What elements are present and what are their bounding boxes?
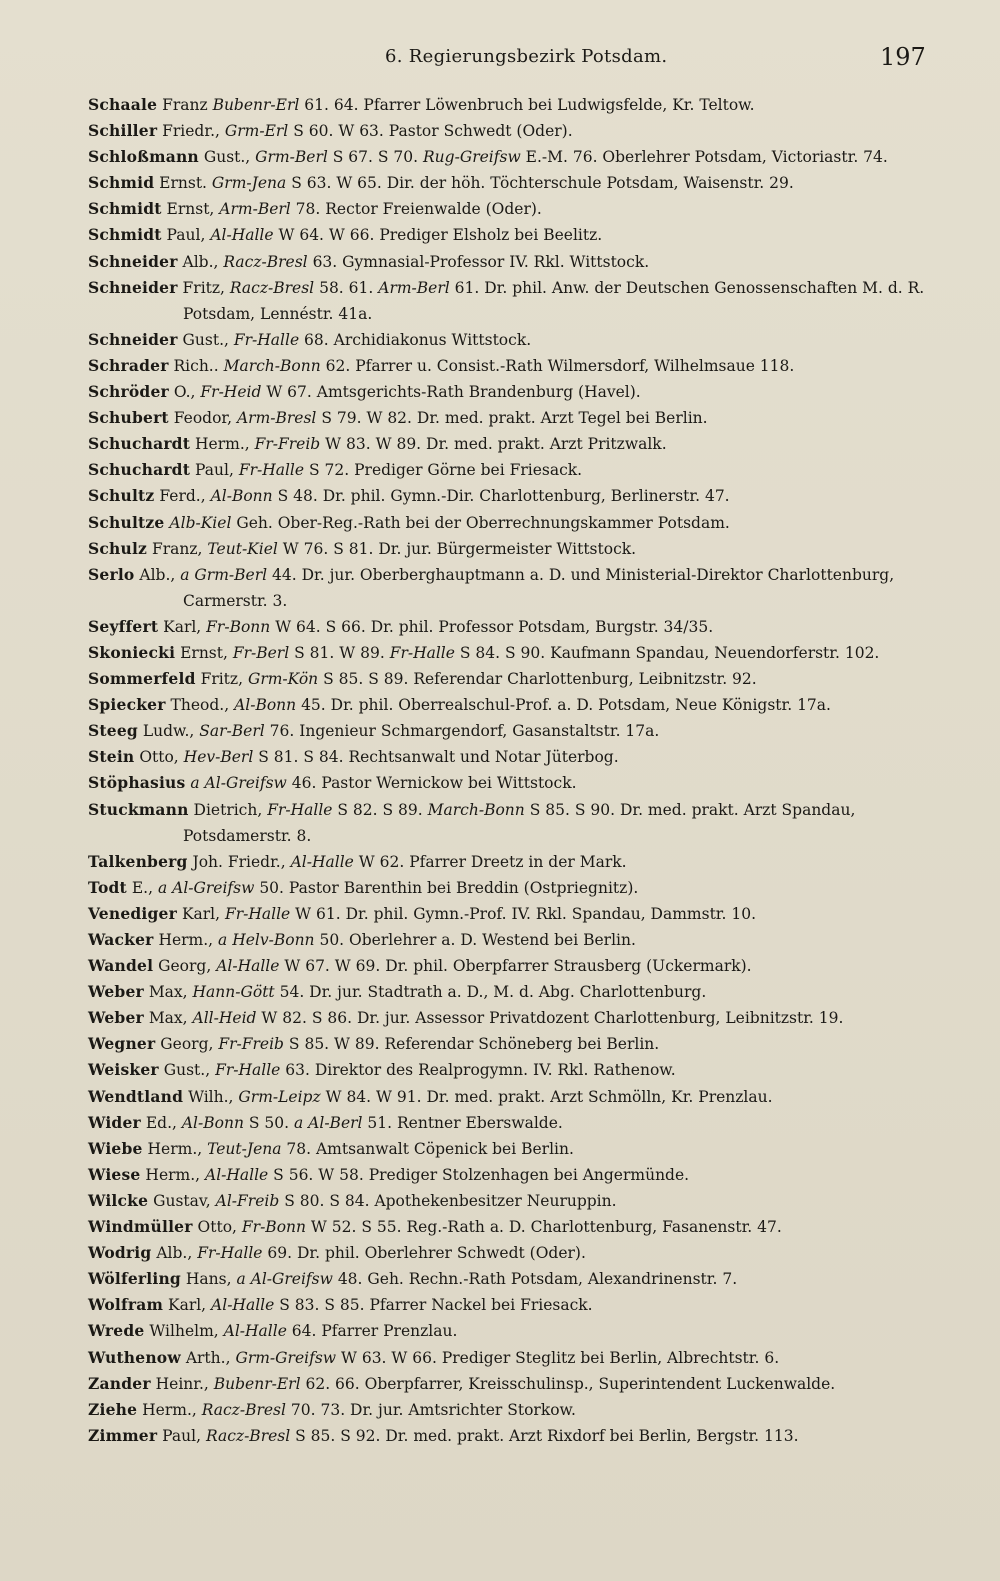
entry-text: Rich.. [173, 356, 224, 375]
entry-text: W 61. Dr. phil. Gymn.-Prof. IV. Rkl. Spandau, Dammstr. 10. [290, 904, 757, 923]
entry-name: Skoniecki [88, 642, 176, 662]
entry-affiliation: Teut-Kiel [207, 539, 278, 558]
entry-text: W 63. W 66. Prediger Steglitz bei Berlin, Albrechtstr. 6. [336, 1348, 780, 1367]
entry-text: Herm., [142, 1400, 202, 1419]
entry-name: Schiller [88, 121, 158, 141]
entry-affiliation: Hev-Berl [183, 748, 254, 767]
entry-text: S 60. W 63. Pastor Schwedt (Oder). [288, 122, 573, 141]
list-item [88, 744, 938, 770]
entry-text: W 62. Pfarrer Dreetz in der Mark. [353, 852, 627, 871]
entry-name: Schmid [88, 173, 155, 193]
entry-text: S 63. W 65. Dir. der höh. Töchterschule Potsdam, Waisenstr. 29. [286, 174, 794, 193]
entry-name: Todt [88, 877, 127, 897]
entry-text: 45. Dr. phil. Oberrealschul-Prof. a. D. Potsdam, Neue Königstr. 17a. [296, 696, 831, 715]
list-item [88, 536, 938, 562]
entry-affiliation: Grm-Greifsw [235, 1348, 337, 1367]
entry-affiliation: Grm-Leipz [238, 1087, 321, 1106]
list-item [88, 692, 938, 718]
entry-name: Schneider [88, 277, 178, 297]
entry-affiliation: Racz-Bresl [223, 252, 308, 271]
entry-name: Wiebe [88, 1138, 143, 1158]
entry-name: Schneider [88, 329, 178, 349]
entry-text: Ernst. [159, 174, 212, 193]
entry-name: Schrader [88, 355, 169, 375]
entry-name: Wilcke [88, 1190, 149, 1210]
list-item [88, 144, 938, 170]
entry-text: Karl, [181, 904, 225, 923]
entry-text: Georg, [158, 957, 217, 976]
list-item [88, 222, 938, 248]
list-item [88, 1397, 938, 1423]
entry-text: E.-M. 76. Oberlehrer Potsdam, Victoriastr. 74. [520, 148, 888, 167]
entry-affiliation: Alb-Kiel [169, 513, 232, 532]
list-item [88, 327, 938, 353]
entry-affiliation: Fr-Freib [218, 1035, 284, 1054]
entry-text: Wilh., [188, 1087, 239, 1106]
entry-name: Weber [88, 1008, 144, 1028]
entry-name: Sommerfeld [88, 669, 196, 689]
entry-text: Georg, [160, 1035, 219, 1054]
entry-text: 68. Archidiakonus Wittstock. [299, 330, 532, 349]
entry-text: 61. Dr. phil. Anw. der Deutschen Genossenschaften M. d. R. Potsdam, Lennéstr. 41a. [183, 278, 925, 323]
entry-text: S 83. S 85. Pfarrer Nackel bei Friesack. [274, 1296, 593, 1315]
entry-text: Alb., [182, 252, 224, 271]
entry-text: W 84. W 91. Dr. med. prakt. Arzt Schmölln, Kr. Prenzlau. [320, 1087, 773, 1106]
entry-text: 50. Oberlehrer a. D. Westend bei Berlin. [314, 931, 636, 949]
entry-affiliation: Arm-Berl [378, 278, 450, 297]
entry-affiliation: Al-Halle [216, 957, 280, 976]
entry-text: 62. 66. Oberpfarrer, Kreisschulinsp., Superintendent Luckenwalde. [300, 1374, 836, 1393]
entry-name: Schuchardt [88, 460, 191, 480]
entry-text: Heinr., [155, 1374, 214, 1393]
entry-name: Spiecker [88, 695, 166, 715]
entry-text: Geh. Ober-Reg.-Rath bei der Oberrechnungskammer Potsdam. [231, 513, 730, 532]
entry-affiliation: Fr-Heid [200, 383, 262, 402]
entry-affiliation: Rug-Greifsw [423, 148, 521, 167]
entry-text: Herm., [195, 435, 255, 454]
entry-text: 63. Gymnasial-Professor IV. Rkl. Wittstock. [307, 252, 650, 271]
entry-text: Fritz, [200, 670, 248, 689]
entry-affiliation: Al-Bonn [210, 487, 273, 506]
entry-affiliation: Fr-Halle [238, 461, 305, 480]
entry-name: Windmüller [88, 1217, 193, 1237]
entry-affiliation: Racz-Bresl [205, 1426, 291, 1445]
page-header [0, 38, 1000, 78]
entry-text: Friedr., [162, 122, 225, 141]
entry-text: Fritz, [182, 278, 230, 297]
entry-name: Serlo [88, 564, 135, 584]
entry-text: Ernst, [180, 643, 233, 662]
entry-affiliation: Hann-Gött [192, 983, 275, 1002]
list-item [88, 1214, 938, 1240]
list-item [88, 510, 938, 536]
list-item [88, 196, 938, 222]
entry-text: S 67. S 70. [327, 148, 424, 167]
entry-text: S 72. Prediger Görne bei Friesack. [304, 461, 583, 480]
entry-affiliation: Fr-Freib [254, 435, 321, 454]
entry-text: Gust., [163, 1061, 216, 1080]
entry-text: Alb., [139, 565, 181, 584]
list-item [88, 1266, 938, 1292]
entry-affiliation: Fr-Berl [232, 643, 290, 662]
entry-text: W 67. W 69. Dr. phil. Oberpfarrer Strausberg (Uckermark). [279, 957, 752, 976]
entry-affiliation: Arm-Bresl [236, 409, 317, 428]
list-item [88, 1005, 938, 1031]
entry-name: Zimmer [88, 1425, 158, 1445]
entry-name: Schaale [88, 95, 158, 114]
entry-affiliation: a Al-Greifsw [236, 1270, 333, 1289]
list-item [88, 797, 938, 849]
entry-text: Herm., [158, 931, 219, 949]
list-item [88, 1084, 938, 1110]
entry-affiliation: Racz-Bresl [229, 278, 315, 297]
list-item [88, 483, 938, 509]
list-item [88, 1371, 938, 1397]
entry-text: 50. Pastor Barenthin bei Breddin (Ostpriegnitz). [254, 878, 639, 897]
entry-text: S 50. [243, 1113, 294, 1132]
list-item [88, 1318, 938, 1344]
entry-text: Paul, [195, 461, 239, 480]
entry-text: Max, [148, 983, 193, 1002]
entry-text: S 79. W 82. Dr. med. prakt. Arzt Tegel bei Berlin. [316, 409, 708, 428]
entry-affiliation: Grm-Jena [211, 174, 287, 193]
entry-name: Ziehe [88, 1399, 138, 1419]
list-item [88, 1136, 938, 1162]
entry-text: 69. Dr. phil. Oberlehrer Schwedt (Oder). [262, 1244, 586, 1263]
entry-text: Otto, [197, 1218, 242, 1237]
entry-affiliation: Fr-Halle [197, 1244, 263, 1263]
entry-text: 62. Pfarrer u. Consist.-Rath Wilmersdorf, Wilhelmsaue 118. [320, 356, 795, 375]
list-item [88, 249, 938, 275]
entry-name: Schuchardt [88, 434, 191, 454]
entry-name: Schmidt [88, 199, 162, 219]
entry-text: 64. Pfarrer Prenzlau. [286, 1322, 458, 1341]
list-item [88, 666, 938, 692]
entry-text: S 84. S 90. Kaufmann Spandau, Neuendorferstr. 102. [454, 643, 880, 662]
entry-text: Ludw., [142, 722, 200, 741]
list-item [88, 875, 938, 901]
entry-text: Paul, [166, 226, 211, 245]
entry-text: S 85. S 89. Referendar Charlottenburg, Leibnitzstr. 92. [318, 670, 757, 689]
entry-affiliation: All-Heid [192, 1009, 257, 1028]
entry-text: 54. Dr. jur. Stadtrath a. D., M. d. Abg. Charlottenburg. [274, 983, 707, 1002]
entry-name: Seyffert [88, 616, 159, 636]
entry-affiliation: Al-Halle [210, 226, 274, 245]
entry-affiliation: Grm-Erl [224, 122, 289, 141]
entry-name: Wegner [88, 1034, 156, 1054]
entry-text: 46. Pastor Wernickow bei Wittstock. [286, 774, 577, 793]
entry-name: Schulz [88, 538, 148, 558]
entry-text: S 80. S 84. Apothekenbesitzer Neuruppin. [279, 1191, 617, 1210]
entry-text: Gust., [182, 330, 234, 349]
entry-text: S 82. S 89. [332, 800, 428, 819]
list-item [88, 640, 938, 666]
entry-affiliation: March-Bonn [223, 356, 321, 375]
entry-affiliation: Al-Halle [211, 1296, 275, 1315]
list-item [88, 275, 938, 327]
entry-text: S 85. W 89. Referendar Schöneberg bei Berlin. [283, 1035, 660, 1054]
entry-text: Paul, [162, 1426, 206, 1445]
entry-name: Wölferling [88, 1269, 181, 1289]
entry-text: Feodor, [173, 409, 237, 428]
entry-text: Arth., [185, 1348, 236, 1367]
entry-text: Joh. Friedr., [192, 852, 291, 871]
entry-text: 44. Dr. jur. Oberberghauptmann a. D. und Ministerial-Direktor Charlottenburg, Carmerstr. 3. [183, 565, 895, 610]
entry-name: Schneider [88, 251, 178, 271]
entry-text: S 81. S 84. Rechtsanwalt und Notar Jüterbog. [253, 748, 619, 767]
entry-text: 78. Amtsanwalt Cöpenick bei Berlin. [281, 1139, 574, 1158]
entry-text: S 56. W 58. Prediger Stolzenhagen bei Angermünde. [268, 1165, 690, 1184]
entry-text: Herm., [147, 1139, 208, 1158]
list-item [88, 353, 938, 379]
entry-text: 70. 73. Dr. jur. Amtsrichter Storkow. [285, 1400, 576, 1419]
entry-text: E., [131, 878, 158, 897]
list-item [88, 1110, 938, 1136]
list-item [88, 1188, 938, 1214]
entry-text: 61. 64. Pfarrer Löwenbruch bei Ludwigsfelde, Kr. Teltow. [299, 96, 755, 114]
list-item [88, 379, 938, 405]
entry-text: Franz [162, 96, 213, 114]
entry-name: Talkenberg [88, 851, 188, 871]
entry-text: Ed., [145, 1113, 182, 1132]
entry-name: Wendtland [88, 1086, 184, 1106]
entry-name: Venediger [88, 903, 177, 923]
entry-affiliation: Grm-Kön [247, 670, 319, 689]
entry-affiliation: March-Bonn [427, 800, 525, 819]
entry-name: Wider [88, 1112, 141, 1132]
entry-text: Otto, [139, 748, 184, 767]
entry-affiliation: Al-Halle [223, 1322, 287, 1341]
entry-text: Dietrich, [193, 800, 268, 819]
entry-text: Gustav, [153, 1191, 216, 1210]
entry-name: Zander [88, 1373, 151, 1393]
entry-affiliation: Fr-Halle [267, 800, 333, 819]
entry-text: Wilhelm, [149, 1322, 224, 1341]
entry-text: 51. Rentner Eberswalde. [362, 1113, 563, 1132]
list-item [88, 92, 938, 118]
entry-affiliation: Bubenr-Erl [212, 96, 300, 114]
entry-affiliation: Grm-Berl [255, 148, 328, 167]
entry-name: Wodrig [88, 1243, 152, 1263]
entry-text: W 67. Amtsgerichts-Rath Brandenburg (Havel). [261, 383, 641, 402]
entry-affiliation: Fr-Halle [389, 643, 455, 662]
entry-text: Max, [148, 1009, 193, 1028]
entry-text: W 52. S 55. Reg.-Rath a. D. Charlottenburg, Fasanenstr. 47. [306, 1218, 782, 1237]
list-item [88, 770, 938, 796]
entry-affiliation: Bubenr-Erl [213, 1374, 301, 1393]
entry-text: S 81. W 89. [289, 643, 390, 662]
entry-text: Gust., [203, 148, 256, 167]
list-item [88, 562, 938, 614]
list-item [88, 614, 938, 640]
list-item [88, 1162, 938, 1188]
entry-text: W 82. S 86. Dr. jur. Assessor Privatdozent Charlottenburg, Leibnitzstr. 19. [256, 1009, 844, 1028]
entry-name: Wrede [88, 1321, 145, 1341]
entry-affiliation: a Al-Berl [294, 1113, 363, 1132]
entry-text: 63. Direktor des Realprogymn. IV. Rkl. Rathenow. [280, 1061, 676, 1080]
entry-name: Wolfram [88, 1295, 164, 1315]
entry-text: Alb., [156, 1244, 198, 1263]
entry-name: Wuthenow [88, 1347, 181, 1367]
entry-affiliation: Fr-Halle [224, 904, 291, 923]
entry-affiliation: Al-Bonn [234, 696, 297, 715]
entry-affiliation: a Al-Greifsw [157, 878, 255, 897]
entry-affiliation: Al-Halle [205, 1165, 269, 1184]
list-item [88, 849, 938, 875]
list-item [88, 1031, 938, 1057]
entry-text: W 64. W 66. Prediger Elsholz bei Beelitz. [273, 226, 603, 245]
list-item [88, 1345, 938, 1371]
entry-affiliation: a Helv-Bonn [218, 931, 315, 949]
entry-text: W 76. S 81. Dr. jur. Bürgermeister Wittstock. [277, 539, 637, 558]
entry-name: Schubert [88, 408, 169, 428]
entry-affiliation: Sar-Berl [199, 722, 265, 741]
entry-text: 48. Geh. Rechn.-Rath Potsdam, Alexandrinenstr. 7. [332, 1270, 738, 1289]
entry-name: Weisker [88, 1060, 159, 1080]
running-head: 6. Regierungsbezirk Potsdam. [385, 46, 668, 67]
entry-text: W 83. W 89. Dr. med. prakt. Arzt Pritzwalk. [320, 435, 667, 454]
list-item [88, 953, 938, 979]
entry-text: 76. Ingenieur Schmargendorf, Gasanstaltstr. 17a. [264, 722, 660, 741]
entry-affiliation: Teut-Jena [207, 1139, 282, 1158]
entry-affiliation: a Grm-Berl [180, 565, 268, 584]
list-item [88, 1292, 938, 1318]
entry-name: Stöphasius [88, 773, 186, 793]
entry-text: Ernst, [166, 200, 220, 219]
page-number: 197 [880, 43, 926, 71]
entry-affiliation: Arm-Berl [219, 200, 291, 219]
entry-affiliation: a Al-Greifsw [190, 774, 287, 793]
list-item [88, 718, 938, 744]
entry-text: Hans, [185, 1270, 237, 1289]
entry-text: O., [173, 383, 201, 402]
entry-text: Theod., [170, 696, 235, 715]
entry-text: W 64. S 66. Dr. phil. Professor Potsdam, Burgstr. 34/35. [270, 617, 714, 636]
entry-name: Stuckmann [88, 799, 189, 819]
entry-affiliation: Al-Halle [290, 852, 354, 871]
entry-text: S 85. S 90. Dr. med. prakt. Arzt Spandau, Potsdamerstr. 8. [183, 800, 856, 845]
list-item [88, 118, 938, 144]
entry-text: 58. 61. [314, 278, 379, 297]
list-item [88, 431, 938, 457]
entry-text: Herm., [145, 1165, 205, 1184]
entry-text: S 85. S 92. Dr. med. prakt. Arzt Rixdorf bei Berlin, Bergstr. 113. [290, 1426, 799, 1445]
entry-name: Schloßmann [88, 147, 199, 167]
entry-affiliation: Fr-Bonn [241, 1218, 306, 1237]
entry-affiliation: Racz-Bresl [201, 1400, 286, 1419]
entry-name: Schröder [88, 382, 169, 402]
entry-text: S 48. Dr. phil. Gymn.-Dir. Charlottenburg, Berlinerstr. 47. [272, 487, 730, 506]
list-item [88, 457, 938, 483]
entry-text: Ferd., [159, 487, 211, 506]
entry-affiliation: Fr-Bonn [206, 617, 271, 636]
entry-affiliation: Fr-Halle [233, 330, 300, 349]
entry-name: Stein [88, 747, 135, 767]
list-item [88, 1423, 938, 1449]
entry-name: Wiese [88, 1164, 141, 1184]
entry-affiliation: Al-Bonn [181, 1113, 244, 1132]
list-item [88, 979, 938, 1005]
entry-text: Karl, [168, 1296, 212, 1315]
entry-name: Schmidt [88, 225, 162, 245]
list-item [88, 901, 938, 927]
entry-text: 78. Rector Freienwalde (Oder). [290, 200, 542, 219]
entry-name: Schultz [88, 486, 155, 506]
entry-name: Wandel [88, 956, 154, 976]
list-item [88, 170, 938, 196]
list-item [88, 1240, 938, 1266]
entry-affiliation: Al-Freib [215, 1191, 280, 1210]
list-item [88, 1057, 938, 1083]
entry-text: Franz, [152, 539, 208, 558]
entry-name: Steeg [88, 721, 138, 741]
entry-name: Wacker [88, 930, 154, 949]
list-item [88, 405, 938, 431]
entry-name: Schultze [88, 512, 165, 532]
entry-text: Karl, [163, 617, 207, 636]
entry-name: Weber [88, 982, 144, 1002]
entry-list [88, 92, 938, 1449]
entry-affiliation: Fr-Halle [215, 1061, 281, 1080]
list-item [88, 927, 938, 953]
